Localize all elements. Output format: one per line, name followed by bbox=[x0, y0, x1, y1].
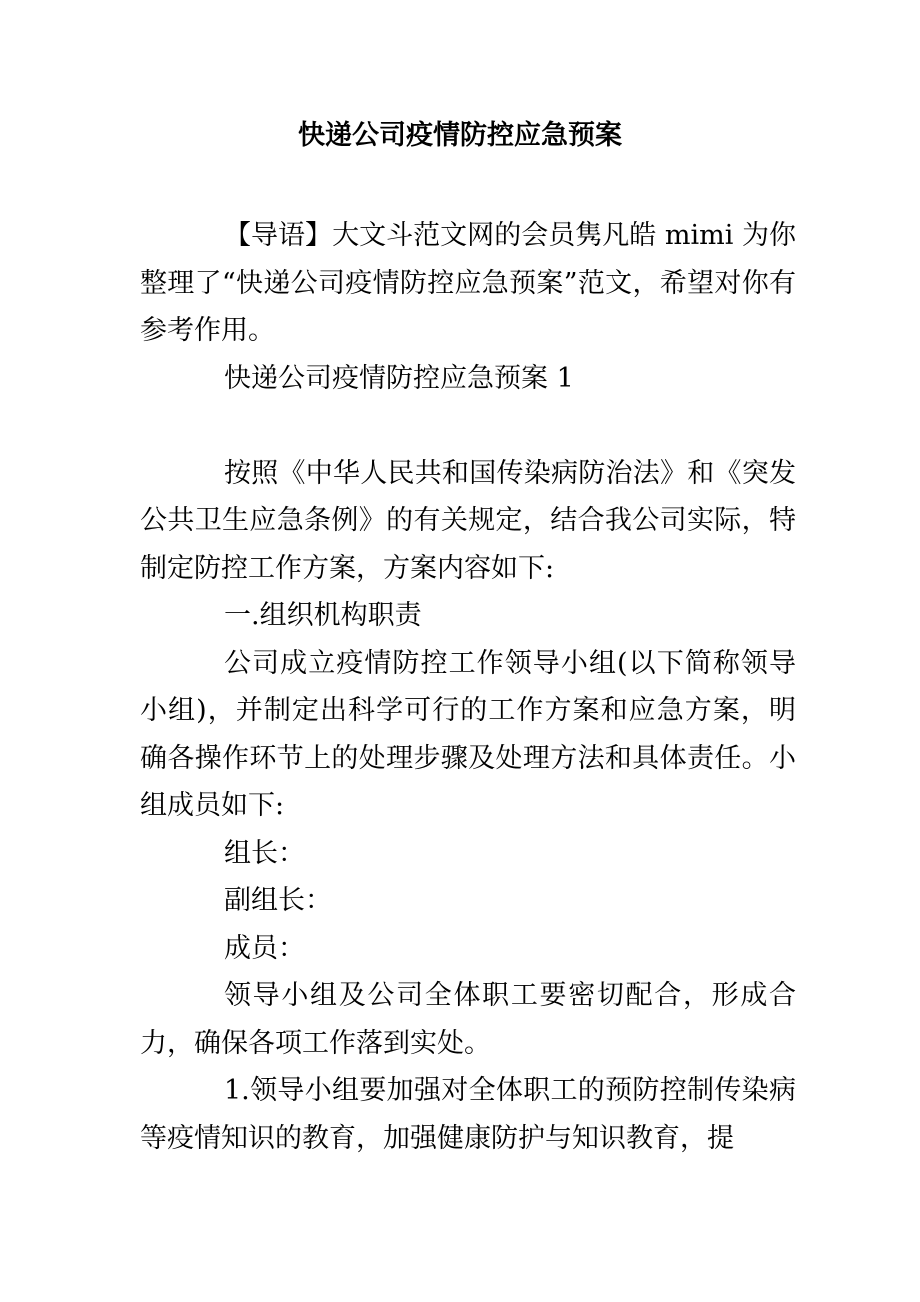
document-title: 快递公司疫情防控应急预案 bbox=[298, 120, 622, 151]
member-line-deputy: 副组长： bbox=[224, 885, 332, 916]
member-line-leader: 组长： bbox=[224, 837, 305, 869]
member-line-members: 成员： bbox=[224, 932, 305, 964]
paragraph: 按照《中华人民共和国传染病防治法》和《突发公共卫生应急条例》的有关规定，结合我公司实际，特制定防控工作方案，方案内容如下: bbox=[140, 457, 796, 584]
paragraph: 1.领导小组要加强对全体职工的预防控制传染病等疫情知识的教育，加强健康防护与知识教育，提 bbox=[140, 1075, 796, 1154]
intro-paragraph: 【导语】大文斗范文网的会员隽凡皓 mimi 为你整理了“快递公司疫情防控应急预案”范文，希望对你有参考作用。 bbox=[140, 220, 796, 346]
paragraph: 领导小组及公司全体职工要密切配合，形成合力，确保各项工作落到实处。 bbox=[140, 980, 796, 1059]
document-body bbox=[140, 212, 796, 1162]
paragraph: 公司成立疫情防控工作领导小组(以下简称领导小组)，并制定出科学可行的工作方案和应急方案，明确各操作环节上的处理步骤及处理方法和具体责任。小组成员如下: bbox=[140, 647, 796, 821]
blank-line bbox=[140, 402, 796, 450]
subsection-heading: 一.组织机构职责 bbox=[224, 600, 422, 631]
section-heading: 快递公司疫情防控应急预案 1 bbox=[224, 362, 574, 394]
